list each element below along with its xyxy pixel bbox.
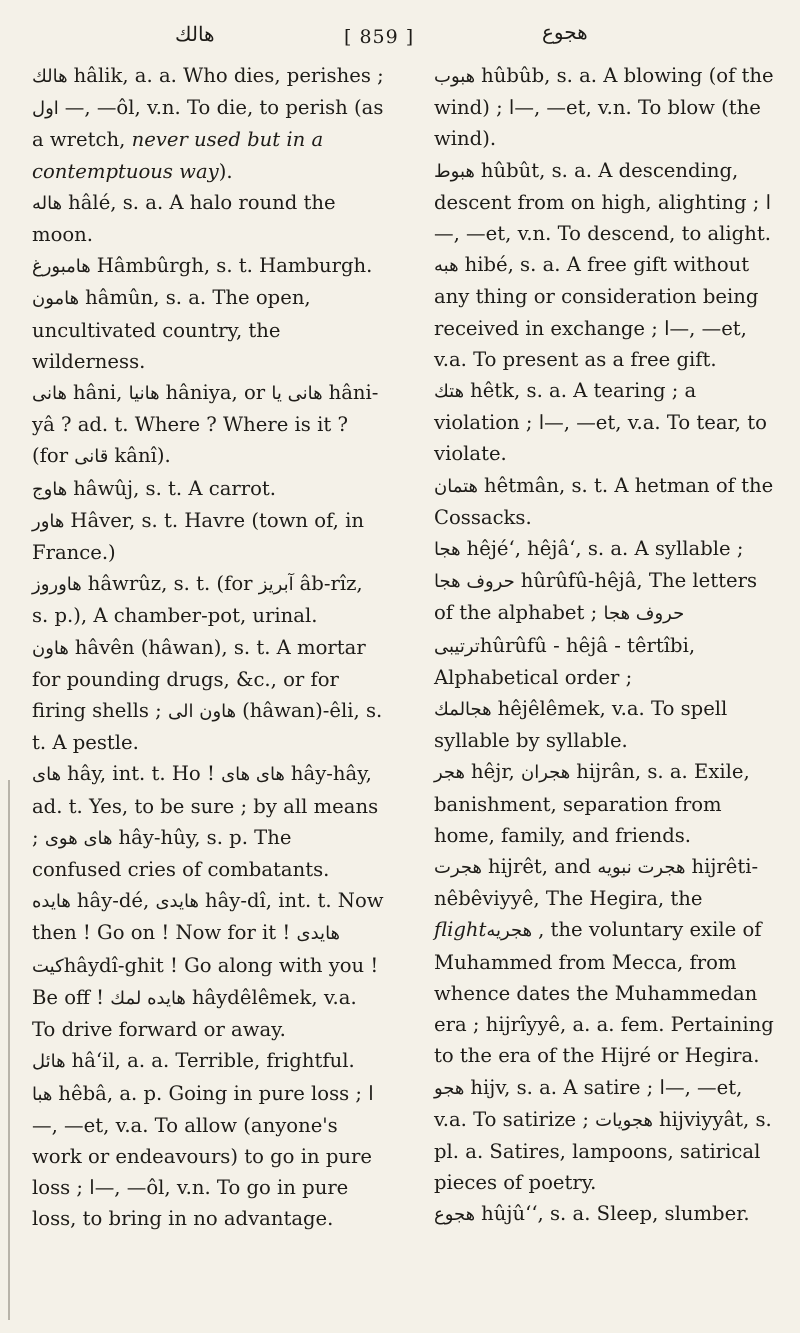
dictionary-entry <box>32 632 384 759</box>
right-column <box>434 60 776 1231</box>
entry-text: hijviyyât, s. pl. a. Satires, lampoons, satirical pieces of poetry. <box>434 1107 772 1195</box>
entry-text: hêtmân, s. t. A hetman of the Cossacks. <box>434 473 774 529</box>
entry-text: hâni, <box>73 381 129 405</box>
dictionary-entry <box>434 756 776 851</box>
entry-text: hûjû‘‘, s. a. Sleep, slumber. <box>481 1202 750 1226</box>
arabic-headword: هاى هوى <box>44 827 113 849</box>
entry-text: hâydî-ghit ! Go along with you ! Be off ! <box>32 953 379 1009</box>
dictionary-entry <box>434 533 776 756</box>
arabic-headword: هجو <box>434 1077 465 1099</box>
arabic-headword: هاوج <box>32 478 68 500</box>
arabic-headword: هجا <box>434 539 461 561</box>
arabic-headword: حروف هجا ترتيبى <box>434 603 685 657</box>
entry-text: hây-dî, int. t. Now then ! Go on ! Now for it ! <box>32 889 384 945</box>
arabic-headword: هجريه <box>486 920 533 942</box>
entry-text: Hâver, s. t. Havre (town of, in France.) <box>32 508 364 565</box>
arabic-headword: حروف هجا <box>434 571 515 593</box>
arabic-headword: هتمان <box>434 475 479 497</box>
entry-text: hâniya, or <box>165 381 272 405</box>
arabic-headword: هامون <box>32 288 80 310</box>
dictionary-entry <box>434 249 776 375</box>
arabic-headword: هايده <box>32 891 71 913</box>
dictionary-entry <box>434 851 776 1071</box>
entry-text: Hâmbûrgh, s. t. Hamburgh. <box>96 254 373 278</box>
dictionary-entry <box>434 375 776 470</box>
header-left-arabic: هالك <box>175 22 215 46</box>
dictionary-entry <box>32 282 384 377</box>
entry-text: —, —ôl, v.n. To die, to perish (as a wretch, <box>32 96 384 152</box>
dictionary-entry <box>434 155 776 250</box>
entry-text: (hâwan)-êli, s. t. A pestle. <box>32 699 383 755</box>
entry-text: hibé, s. a. A free gift without any thing or consideration being received in exchange ; ا—, —et, v.a. To present as a free gift. <box>434 253 759 371</box>
arabic-headword: هاله <box>32 192 63 214</box>
arabic-headword: هانى يا <box>271 383 323 405</box>
page-number: [ 859 ] <box>344 26 415 48</box>
arabic-headword: هجالمك <box>434 699 492 721</box>
dictionary-entry <box>32 1045 384 1077</box>
arabic-headword: هاون الى <box>168 701 237 723</box>
arabic-headword: آبريز <box>258 574 294 596</box>
arabic-headword: هبه <box>434 255 459 277</box>
arabic-headword: اول <box>32 98 59 120</box>
entry-text: hâmûn, s. a. The open, uncultivated country, the wilderness. <box>32 286 311 373</box>
dictionary-entry <box>434 60 776 155</box>
entry-text: hâni-yâ ? ad. t. Where ? Where is it ? (for <box>32 381 379 468</box>
arabic-headword: هالك <box>32 66 68 87</box>
entry-text: hêjêlêmek, v.a. To spell syllable by syllable. <box>434 697 728 753</box>
entry-text: kânî). <box>114 444 171 468</box>
italic-note: never used but in a contemptuous way <box>32 128 324 183</box>
dictionary-entry <box>32 187 384 250</box>
entry-text: hây, int. t. Ho ! <box>67 762 222 786</box>
arabic-headword: هبا <box>32 1083 53 1105</box>
entry-text: hêjé‘, hêjâ‘, s. a. A syllable ; <box>466 537 744 561</box>
arabic-headword: هامبورغ <box>32 256 91 278</box>
entry-text: âb-rîz, s. p.), A chamber-pot, urinal. <box>32 572 363 628</box>
entry-text: , the voluntary exile of Muhammed from Mecca, from whence dates the Muhammedan era ; <box>434 918 762 1037</box>
entry-text: hây-dé, <box>76 889 156 913</box>
arabic-headword: هايدى كيت <box>32 923 341 977</box>
arabic-headword: هاوروز <box>32 574 82 596</box>
arabic-headword: هبوب <box>434 66 476 87</box>
arabic-headword: قانى <box>74 446 109 468</box>
arabic-headword: هجويات <box>595 1109 654 1131</box>
entry-text: hâydêlêmek, v.a. To drive forward or away. <box>32 985 357 1042</box>
dictionary-entry <box>32 60 384 187</box>
entry-text: hêbâ, a. p. Going in pure loss ; ا—, —et, v.a. To allow (anyone's work or endeavours) to go in pure loss ; ا—, —ôl, v.n. To go in pure loss, to bring in no advantage. <box>32 1081 374 1231</box>
entry-text: hêjr, <box>471 760 522 784</box>
dictionary-entry <box>32 250 384 282</box>
dictionary-entry <box>32 568 384 631</box>
entry-text: hûbût, s. a. A descending, descent from on high, alighting ; ا—, —et, v.n. To descend, to alight. <box>434 158 772 246</box>
entry-text: hijrân, s. a. Exile, banishment, separation from home, family, and friends. <box>434 760 750 847</box>
dictionary-entry <box>32 377 384 473</box>
arabic-headword: هايدى <box>155 891 199 913</box>
dictionary-entry <box>32 473 384 505</box>
arabic-headword: هاى <box>32 764 62 786</box>
dictionary-entry <box>434 470 776 533</box>
entry-text: hijrîyyê, a. a. fem. Pertaining to the era of the Hijré or Hegira. <box>434 1013 774 1068</box>
arabic-headword: هاون <box>32 637 69 659</box>
entry-text: hêtk, s. a. A tearing ; a violation ; ا—, —et, v.a. To tear, to violate. <box>434 379 767 466</box>
entry-text: hây-hây, ad. t. Yes, to be sure ; by all means ; <box>32 762 379 849</box>
arabic-headword: هتك <box>434 381 465 403</box>
entry-text: hâvên (hâwan), s. t. A mortar for pounding drugs, &c., or for firing shells ; <box>32 635 366 723</box>
dictionary-entry <box>32 1078 384 1235</box>
dictionary-entry <box>32 758 384 885</box>
arabic-headword: هايده لمك <box>110 987 186 1009</box>
left-column <box>32 60 384 1235</box>
arabic-headword: هجران <box>521 762 571 784</box>
header-right-arabic: هجوع <box>542 20 588 44</box>
dictionary-entry <box>434 1198 776 1230</box>
page-header <box>0 14 800 54</box>
entry-text: hûrûfû - hêjâ - têrtîbi, Alphabetical order ; <box>434 633 696 689</box>
arabic-headword: هاور <box>32 510 65 532</box>
arabic-headword: هانى <box>32 383 67 405</box>
entry-text: hijv, s. a. A satire ; ا—, —et, v.a. To satirize ; <box>434 1075 743 1131</box>
arabic-headword: هاى هاى <box>221 764 285 786</box>
arabic-headword: هائل <box>32 1051 66 1073</box>
italic-note: flight <box>434 918 487 942</box>
entry-text: hijrêt, and <box>488 855 598 879</box>
arabic-headword: هانيا <box>128 383 160 405</box>
binding-margin-line <box>8 780 10 1320</box>
entry-text: hâwrûz, s. t. (for <box>87 572 259 596</box>
dictionary-entry <box>32 505 384 568</box>
entry-text: hijrêti-nêbêviyyê, The Hegira, the <box>434 855 759 911</box>
dictionary-entry <box>32 885 384 1045</box>
entry-text: hûrûfû-hêjâ, The letters of the alphabet ; <box>434 569 758 625</box>
dictionary-entry <box>434 1072 776 1199</box>
entry-text: hâwûj, s. t. A carrot. <box>73 476 277 500</box>
entry-text: hây-hûy, s. p. The confused cries of combatants. <box>32 825 330 882</box>
arabic-headword: هجوع <box>434 1204 476 1226</box>
entry-text: hûbûb, s. a. A blowing (of the wind) ; ا—, —et, v.n. To blow (the wind). <box>434 64 774 151</box>
entry-text: hâlik, a. a. Who dies, perishes ; <box>73 64 384 87</box>
arabic-headword: هجر <box>434 762 466 784</box>
entry-text: hâ‘il, a. a. Terrible, frightful. <box>71 1049 355 1073</box>
arabic-headword: هبوط <box>434 160 475 182</box>
entry-text: hâlé, s. a. A halo round the moon. <box>32 190 336 247</box>
entry-text: ). <box>218 159 233 183</box>
arabic-headword: هجرت <box>434 857 482 879</box>
arabic-headword: هجرت نبويه <box>597 857 686 879</box>
